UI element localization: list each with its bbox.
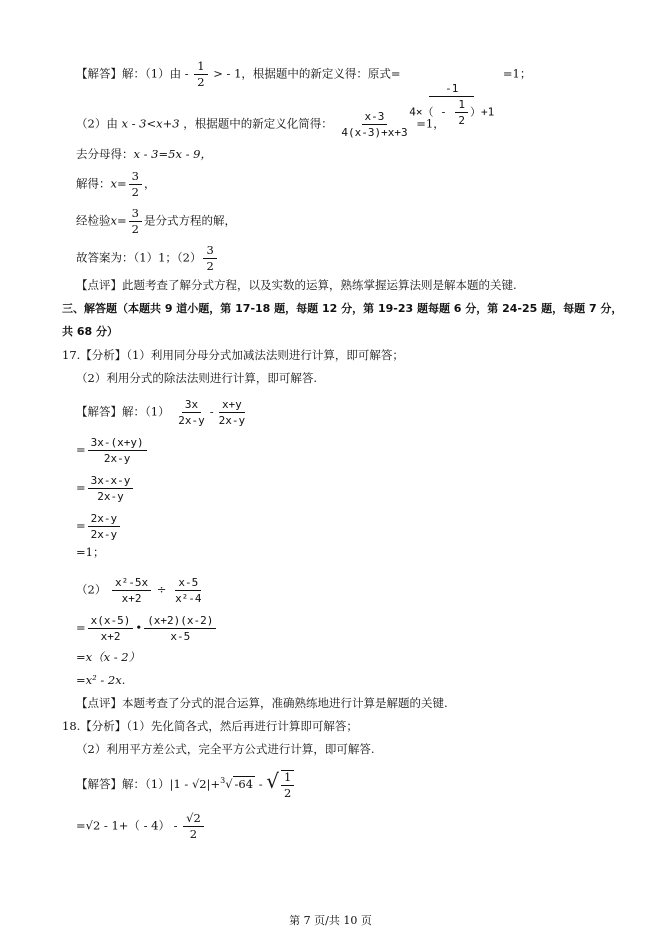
minus-sign: - [255,777,267,791]
fraction [216,398,249,427]
solution-prefix: 【解答】解：（1） [76,777,170,791]
solution-line-6 [76,244,219,273]
fraction [88,512,121,541]
denominator: 2x-y [90,528,118,541]
fraction [144,614,216,643]
numerator: -1 [429,82,474,97]
q17-result-1: =1； [76,545,105,559]
expression: =x（x - 2） [76,650,141,664]
denominator: 2x-y [218,414,246,427]
fraction-half [194,60,207,89]
expression: =√2 - 1+（ - 4） - [76,818,182,833]
equals: = [76,480,86,495]
numerator: x-5 [175,576,201,591]
solution-prefix: 【解答】解：（1）由 [76,66,182,81]
q17-analysis-2: （2）利用分式的除法法则进行计算，即可解答. [76,371,317,385]
numerator: 1 [455,98,468,113]
numerator: 1 [281,771,294,786]
fraction-inner-half [455,98,468,127]
solution-prefix: （2）由 [76,116,118,131]
numerator: √2 [183,812,204,827]
minus-sign: - [433,105,454,118]
denominator: 2 [197,75,205,89]
variable: x= [110,176,127,191]
q18-step-1 [76,812,206,841]
numerator: x-3 [362,110,388,125]
fraction [88,474,134,503]
solution-text: 经检验 [76,213,111,228]
solution-text: > - 1，根据题中的新定义得：原式= [213,66,401,81]
q17-analysis-1: 17.【分析】（1）利用同分母分式加减法法则进行计算，即可解答； [62,348,404,362]
equation: x - 3=5x - 9， [133,147,212,161]
fraction [112,576,151,605]
denominator: x+2 [100,630,121,643]
solution-text: ，根据题中的新定义化简得： [183,116,333,131]
q17-step-2 [76,474,135,503]
q17-step-4 [76,614,218,643]
equals: = [76,442,86,457]
denominator: 2 [131,185,139,199]
q18-analysis-2: （2）利用平方差公式，完全平方公式进行计算，即可解答. [76,742,375,756]
denominator: 4(x-3)+x+3 [341,126,408,139]
solution-text: 去分母得： [76,147,134,161]
q17-solution-1 [76,398,250,427]
denominator: 2 [206,259,214,273]
fraction [88,436,147,465]
section-heading-line-1: 三、解答题（本题共 9 道小题，第 17-18 题，每题 12 分，第 19-23 题每题 6 分，第 24-25 题，每题 7 分， [62,302,623,315]
solution-text: 解得： [76,176,111,191]
answer-text: 故答案为：（1）1；（2） [76,250,202,265]
numerator: 3x [182,398,201,413]
section-heading-line-2: 共 68 分） [62,325,118,338]
fraction [175,398,208,427]
multiply-dot: • [135,620,143,635]
absolute-expression: |1 - √2|+ [169,777,221,791]
solution-line-3 [76,147,212,161]
sqrt-fraction [281,770,294,800]
cube-root-index: 3 [220,776,226,785]
page-footer: 第 7 页/共 10 页 [289,914,372,927]
solution-end: =1， [416,116,445,131]
denominator: 2x-y [97,490,124,503]
denominator: 2 [189,827,198,841]
solution-line-4 [76,170,155,199]
radical-sign: √ [225,777,233,791]
q17-step-3 [76,512,122,541]
denominator: 2 [284,786,292,800]
q17-step-1 [76,436,149,465]
expression: =x² - 2x. [76,673,126,687]
numerator: 3 [203,244,216,259]
denominator: x+2 [121,592,142,605]
fraction [172,576,205,605]
fraction [183,812,204,841]
solution-end: ， [143,176,156,191]
denominator: x-5 [170,630,191,643]
fraction-simplify [338,110,410,139]
cube-root-radicand: -64 [234,777,254,791]
q17-result-3 [76,673,125,687]
numerator: 3x-x-y [88,474,134,489]
radical-sign: √ [266,769,280,793]
numerator: x+y [219,398,245,413]
solution-prefix: （2） [76,582,107,597]
numerator: (x+2)(x-2) [144,614,216,629]
denominator: 2 [458,113,465,127]
equals: = [76,620,86,635]
denominator-post: ）+1 [469,105,495,118]
numerator: 1 [194,60,207,75]
denominator: x²-4 [175,592,202,605]
q17-solution-2 [76,576,207,605]
solution-line-5 [76,207,236,236]
divide-sign: ÷ [156,582,167,597]
solution-line-2 [76,110,445,139]
denominator: 2x-y [178,414,205,427]
fraction-three-halves [203,244,216,273]
variable: x= [110,213,127,228]
comment-line: 【点评】此题考查了解分式方程，以及实数的运算，熟练掌握运算法则是解本题的关键. [76,278,517,292]
q18-solution-1 [76,770,296,800]
numerator: 3 [129,170,142,185]
solution-prefix: 【解答】解：（1） [76,404,170,419]
minus-sign: - [184,66,193,81]
q17-comment: 【点评】本题考查了分式的混合运算，准确熟练地进行计算是解题的关键. [76,696,448,710]
fraction-three-halves [129,170,142,199]
equals: = [76,518,86,533]
q17-result-2 [76,650,140,664]
numerator: 2x-y [88,512,121,527]
fraction-three-halves [129,207,142,236]
minus-sign: - [209,404,214,419]
condition: x - 3<x+3 [121,116,180,131]
denominator: 2 [131,222,139,236]
solution-end: 是分式方程的解， [143,213,236,228]
numerator: x²-5x [112,576,151,591]
numerator: x(x-5) [88,614,134,629]
denominator: 2x-y [103,452,131,465]
numerator: 3 [129,207,142,222]
denominator-pre: 4×（ [409,105,434,118]
q18-analysis-1: 18.【分析】（1）先化简各式，然后再进行计算即可解答； [62,719,358,733]
fraction [88,614,134,643]
numerator: 3x-(x+y) [88,436,147,451]
solution-end: =1； [502,66,532,81]
